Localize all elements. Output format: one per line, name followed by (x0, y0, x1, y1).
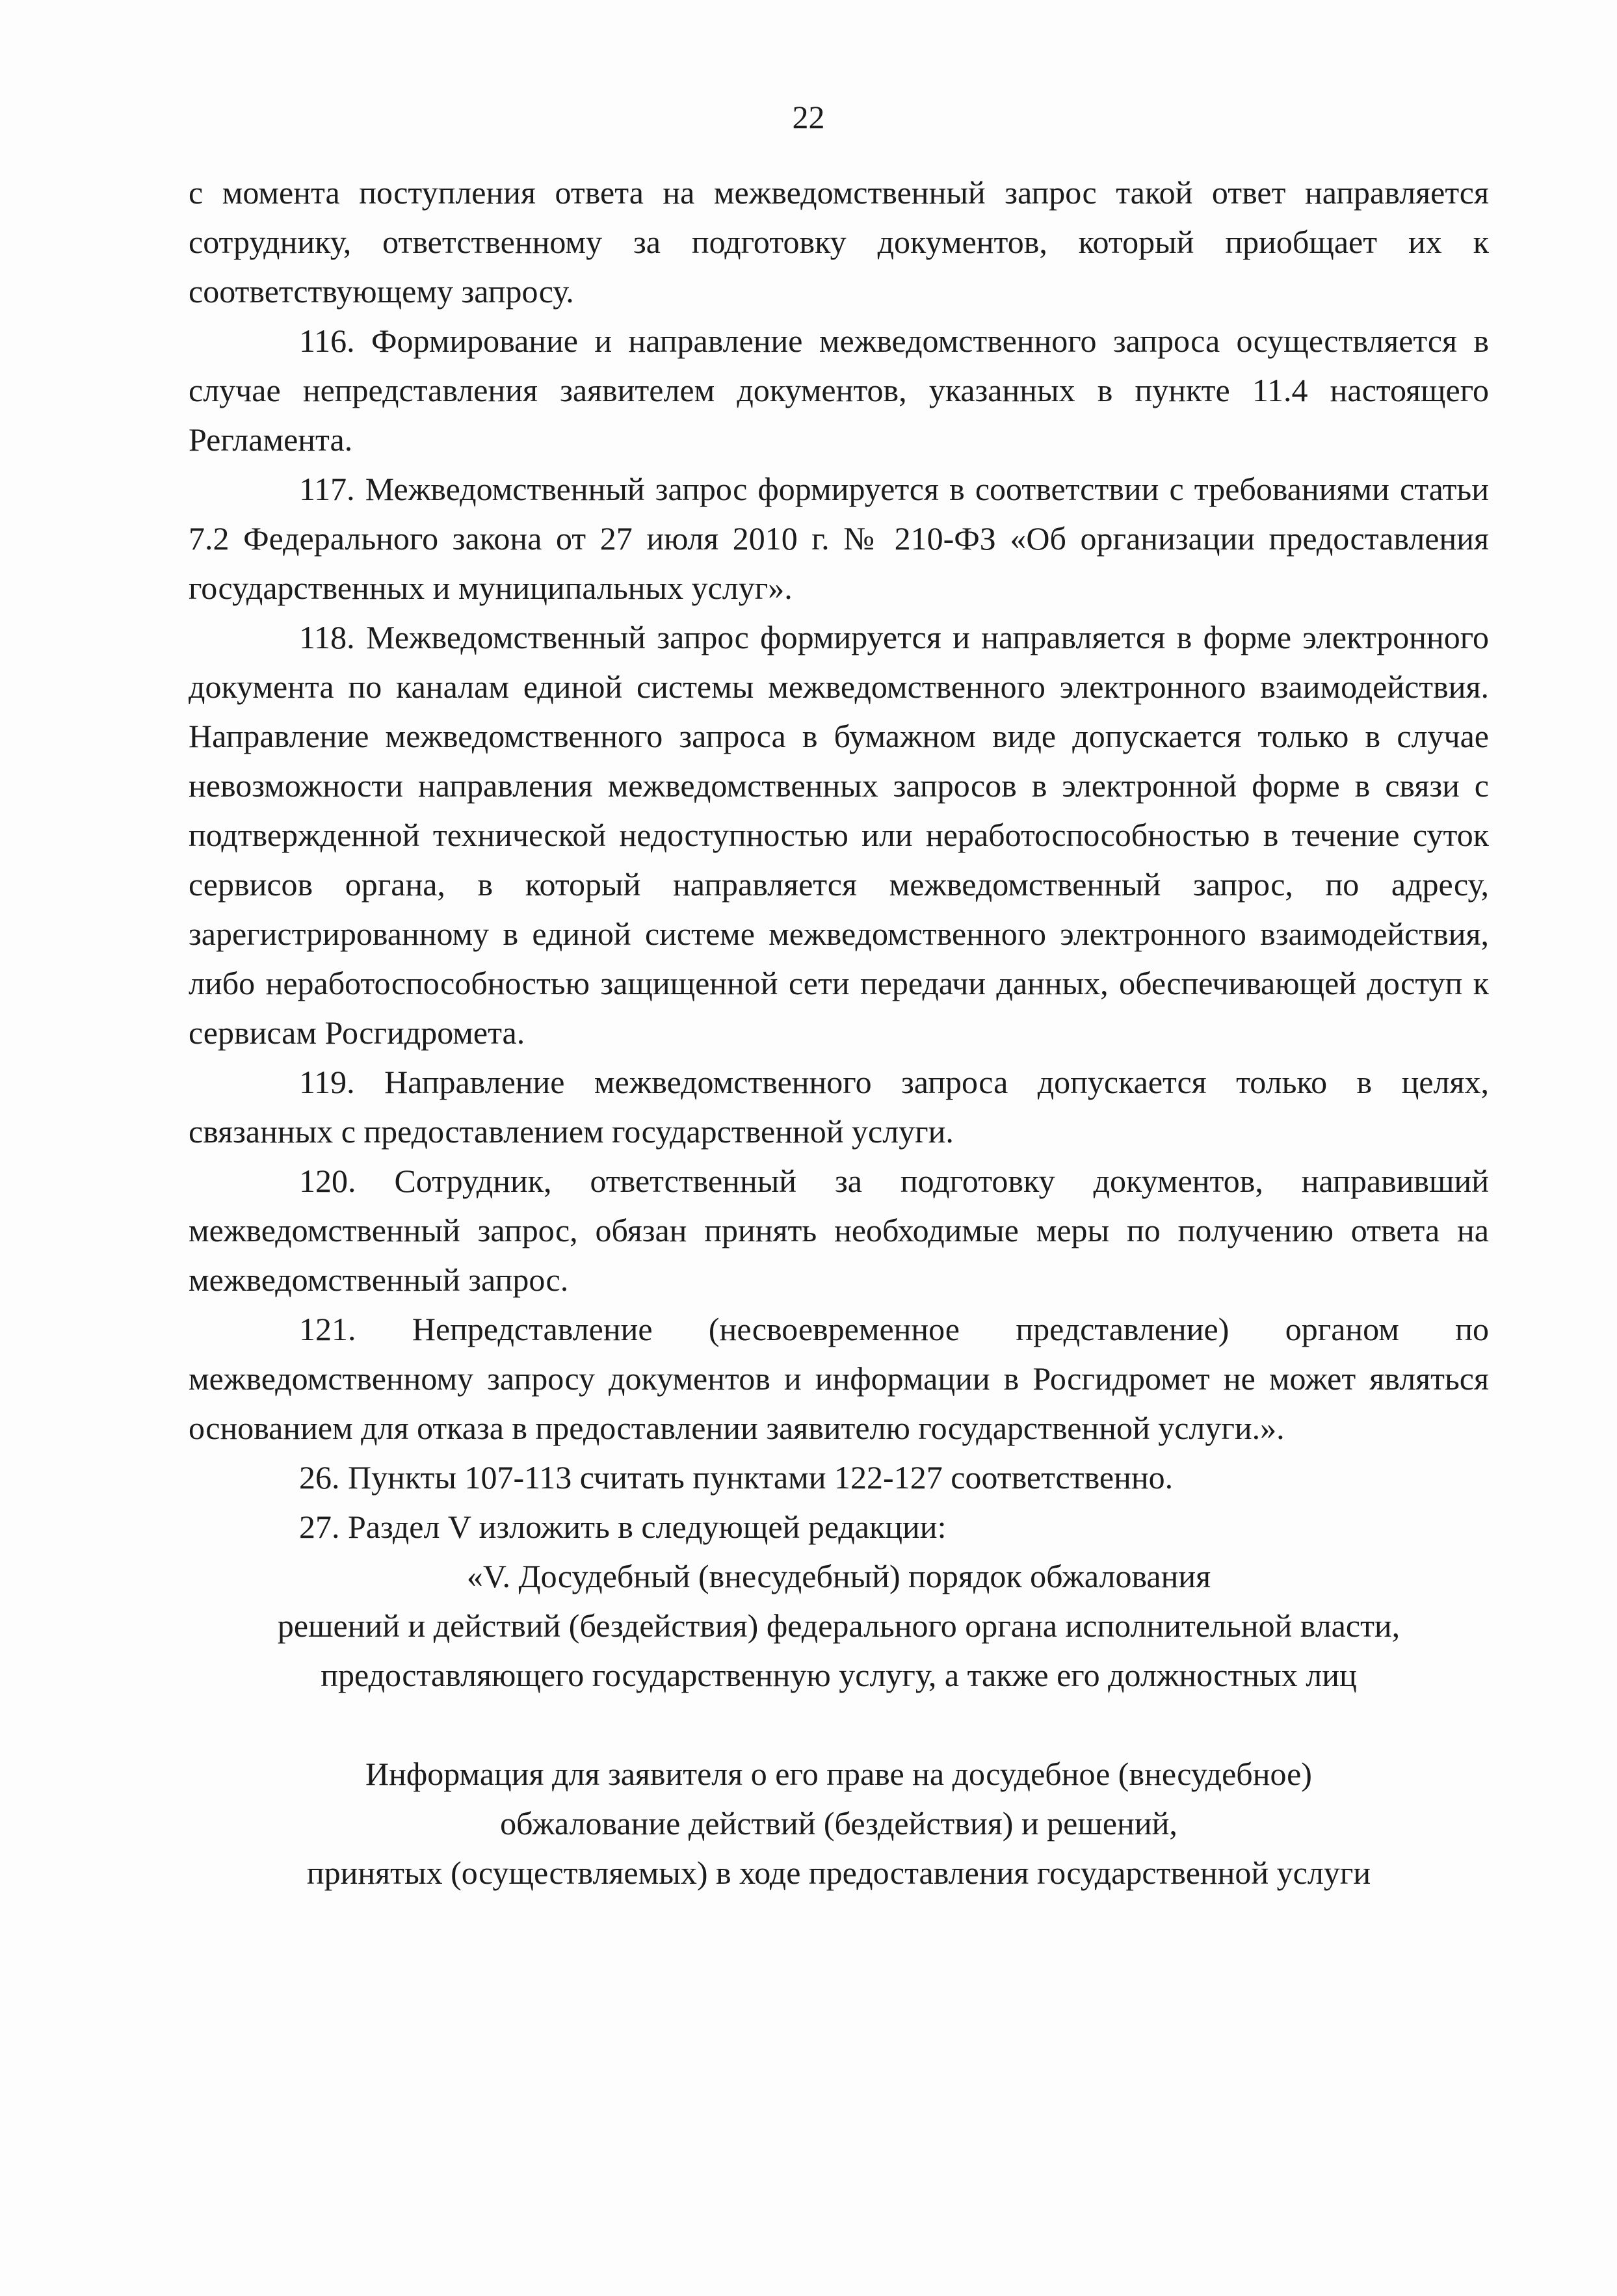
page-number: 22 (792, 99, 825, 135)
paragraph-26: 26. Пункты 107-113 считать пунктами 122-127 соответственно. (299, 1459, 1174, 1496)
document-body (189, 168, 1489, 1897)
subsection-heading-line: Информация для заявителя о его праве на досудебное (внесудебное) (365, 1756, 1312, 1792)
paragraph-119: 119. Направление межведомственного запроса допускается только в целях, связанных с предоставлением государственной услуги. (189, 1064, 1489, 1150)
section-heading-line: предоставляющего государственную услугу, а также его должностных лиц (321, 1657, 1357, 1693)
paragraph-117: 117. Межведомственный запрос формируется в соответствии с требованиями статьи 7.2 Федерального закона от 27 июля 2010 г. № 210-ФЗ «Об организации предоставления государственных и муниципальных услуг». (189, 471, 1489, 606)
subsection-heading (189, 1749, 1489, 1897)
paragraph-118: 118. Межведомственный запрос формируется и направляется в форме электронного документа по каналам единой системы межведомственного электронного взаимодействия. Направление межведомственного запроса в бумажном виде допускается только в случае невозможности направления межведомственных запросов в электронной форме в связи с подтвержденной технической недоступностью или неработоспособностью в течение суток сервисов органа, в который направляется межведомственный запрос, по адресу, зарегистрированному в единой системе межведомственного электронного взаимодействия, либо неработоспособностью защищенной сети передачи данных, обеспечивающей доступ к сервисам Росгидромета. (189, 619, 1489, 1051)
paragraph-121: 121. Непредставление (несвоевременное представление) органом по межведомственному запросу документов и информации в Росгидромет не может являться основанием для отказа в предоставлении заявителю государственной услуги.». (189, 1311, 1489, 1446)
paragraph-continuation: с момента поступления ответа на межведомственный запрос такой ответ направляется сотруднику, ответственному за подготовку документов, который приобщает их к соответствующему запросу. (189, 174, 1489, 310)
subsection-heading-line: принятых (осуществляемых) в ходе предоставления государственной услуги (306, 1854, 1371, 1891)
paragraph-116: 116. Формирование и направление межведомственного запроса осуществляется в случае непредставления заявителем документов, указанных в пункте 11.4 настоящего Регламента. (189, 323, 1489, 458)
section-heading (189, 1551, 1489, 1700)
paragraph-27: 27. Раздел V изложить в следующей редакции: (299, 1509, 947, 1545)
spacer (189, 1700, 1489, 1749)
subsection-heading-line: обжалование действий (бездействия) и решений, (500, 1805, 1177, 1841)
paragraph-120: 120. Сотрудник, ответственный за подготовку документов, направивший межведомственный запрос, обязан принять необходимые меры по получению ответа на межведомственный запрос. (189, 1163, 1489, 1298)
section-heading-line: «V. Досудебный (внесудебный) порядок обжалования (466, 1558, 1211, 1594)
section-heading-line: решений и действий (бездействия) федерального органа исполнительной власти, (277, 1607, 1400, 1644)
